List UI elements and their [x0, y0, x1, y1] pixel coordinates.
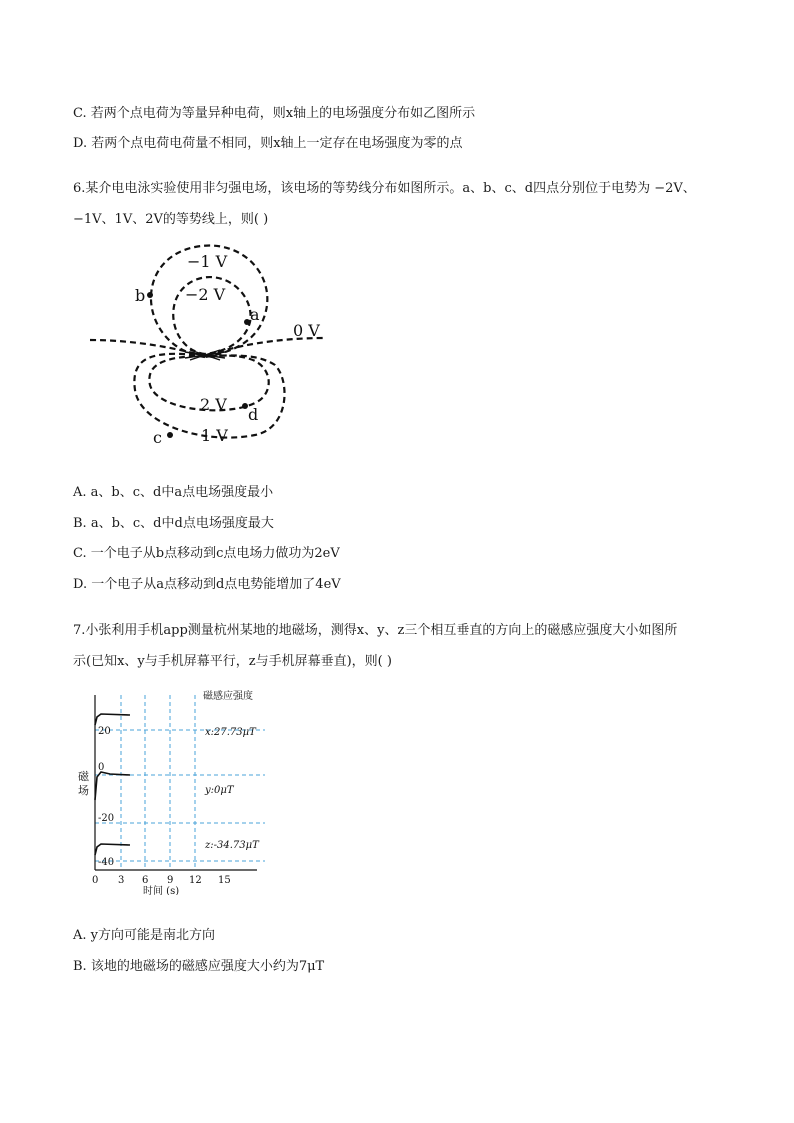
q6-stem-line2: −1V、1V、2V的等势线上，则( ) — [73, 212, 269, 227]
q7-option-a: A. y方向可能是南北方向 — [73, 928, 215, 943]
q6-option-c: C. 一个电子从b点移动到c点电场力做功为2eV — [73, 546, 340, 561]
q6-option-a: A. a、b、c、d中a点电场强度最小 — [73, 485, 274, 500]
point-b — [147, 292, 153, 298]
label-point-b: b — [135, 286, 146, 305]
label-2v: 2 V — [200, 395, 227, 414]
xtick-6: 6 — [142, 875, 149, 886]
series-label-x: x:27.73μT — [205, 727, 256, 738]
q5-option-d: D. 若两个点电荷电荷量不相同，则x轴上一定存在电场强度为零的点 — [73, 136, 463, 151]
ytick-20: 20 — [98, 726, 111, 737]
label-point-d: d — [248, 405, 259, 424]
x-axis-label: 时间 (s) — [143, 886, 180, 895]
series-label-y: y:0μT — [205, 785, 234, 796]
xtick-15: 15 — [218, 875, 231, 886]
label-minus2v: −2 V — [185, 285, 226, 304]
magnetic-field-chart — [75, 685, 275, 895]
q7-stem-line1: 7.小张利用手机app测量杭州某地的地磁场，测得x、y、z三个相互垂直的方向上的磁感应强度大小如图所 — [73, 623, 678, 638]
label-minus1v: −1 V — [187, 252, 228, 271]
xtick-0: 0 — [92, 875, 99, 886]
trace-x — [95, 714, 130, 725]
trace-y — [95, 772, 130, 800]
equipotential-0v — [90, 338, 325, 356]
y-axis-label-char2: 场 — [78, 784, 89, 797]
q7-stem-line2: 示(已知x、y与手机屏幕平行，z与手机屏幕垂直)，则( ) — [73, 654, 392, 669]
xtick-9: 9 — [167, 875, 174, 886]
label-point-a: a — [250, 305, 260, 324]
ytick-0: 0 — [98, 762, 105, 773]
ytick-minus20: -20 — [98, 813, 115, 824]
q7-option-b: B. 该地的地磁场的磁感应强度大小约为7μT — [73, 959, 325, 974]
q5-option-c: C. 若两个点电荷为等量异种电荷，则x轴上的电场强度分布如乙图所示 — [73, 106, 476, 121]
q6-option-b: B. a、b、c、d中d点电场强度最大 — [73, 516, 274, 531]
xtick-3: 3 — [118, 875, 125, 886]
ytick-minus40: -40 — [98, 857, 115, 868]
label-point-c: c — [153, 428, 162, 447]
q6-option-d: D. 一个电子从a点移动到d点电势能增加了4eV — [73, 577, 341, 592]
xtick-12: 12 — [189, 875, 202, 886]
equipotential-figure — [85, 240, 335, 455]
q6-stem-line1: 6.某介电电泳实验使用非匀强电场，该电场的等势线分布如图所示。a、b、c、d四点分别位于电势为 −2V、 — [73, 181, 696, 196]
label-0v: 0 V — [293, 321, 320, 340]
chart-title: 磁感应强度 — [203, 691, 253, 702]
label-1v: 1 V — [201, 426, 228, 445]
y-axis-label-char1: 磁 — [78, 770, 89, 783]
trace-z — [95, 844, 130, 855]
series-label-z: z:-34.73μT — [205, 840, 259, 851]
point-c — [167, 432, 173, 438]
